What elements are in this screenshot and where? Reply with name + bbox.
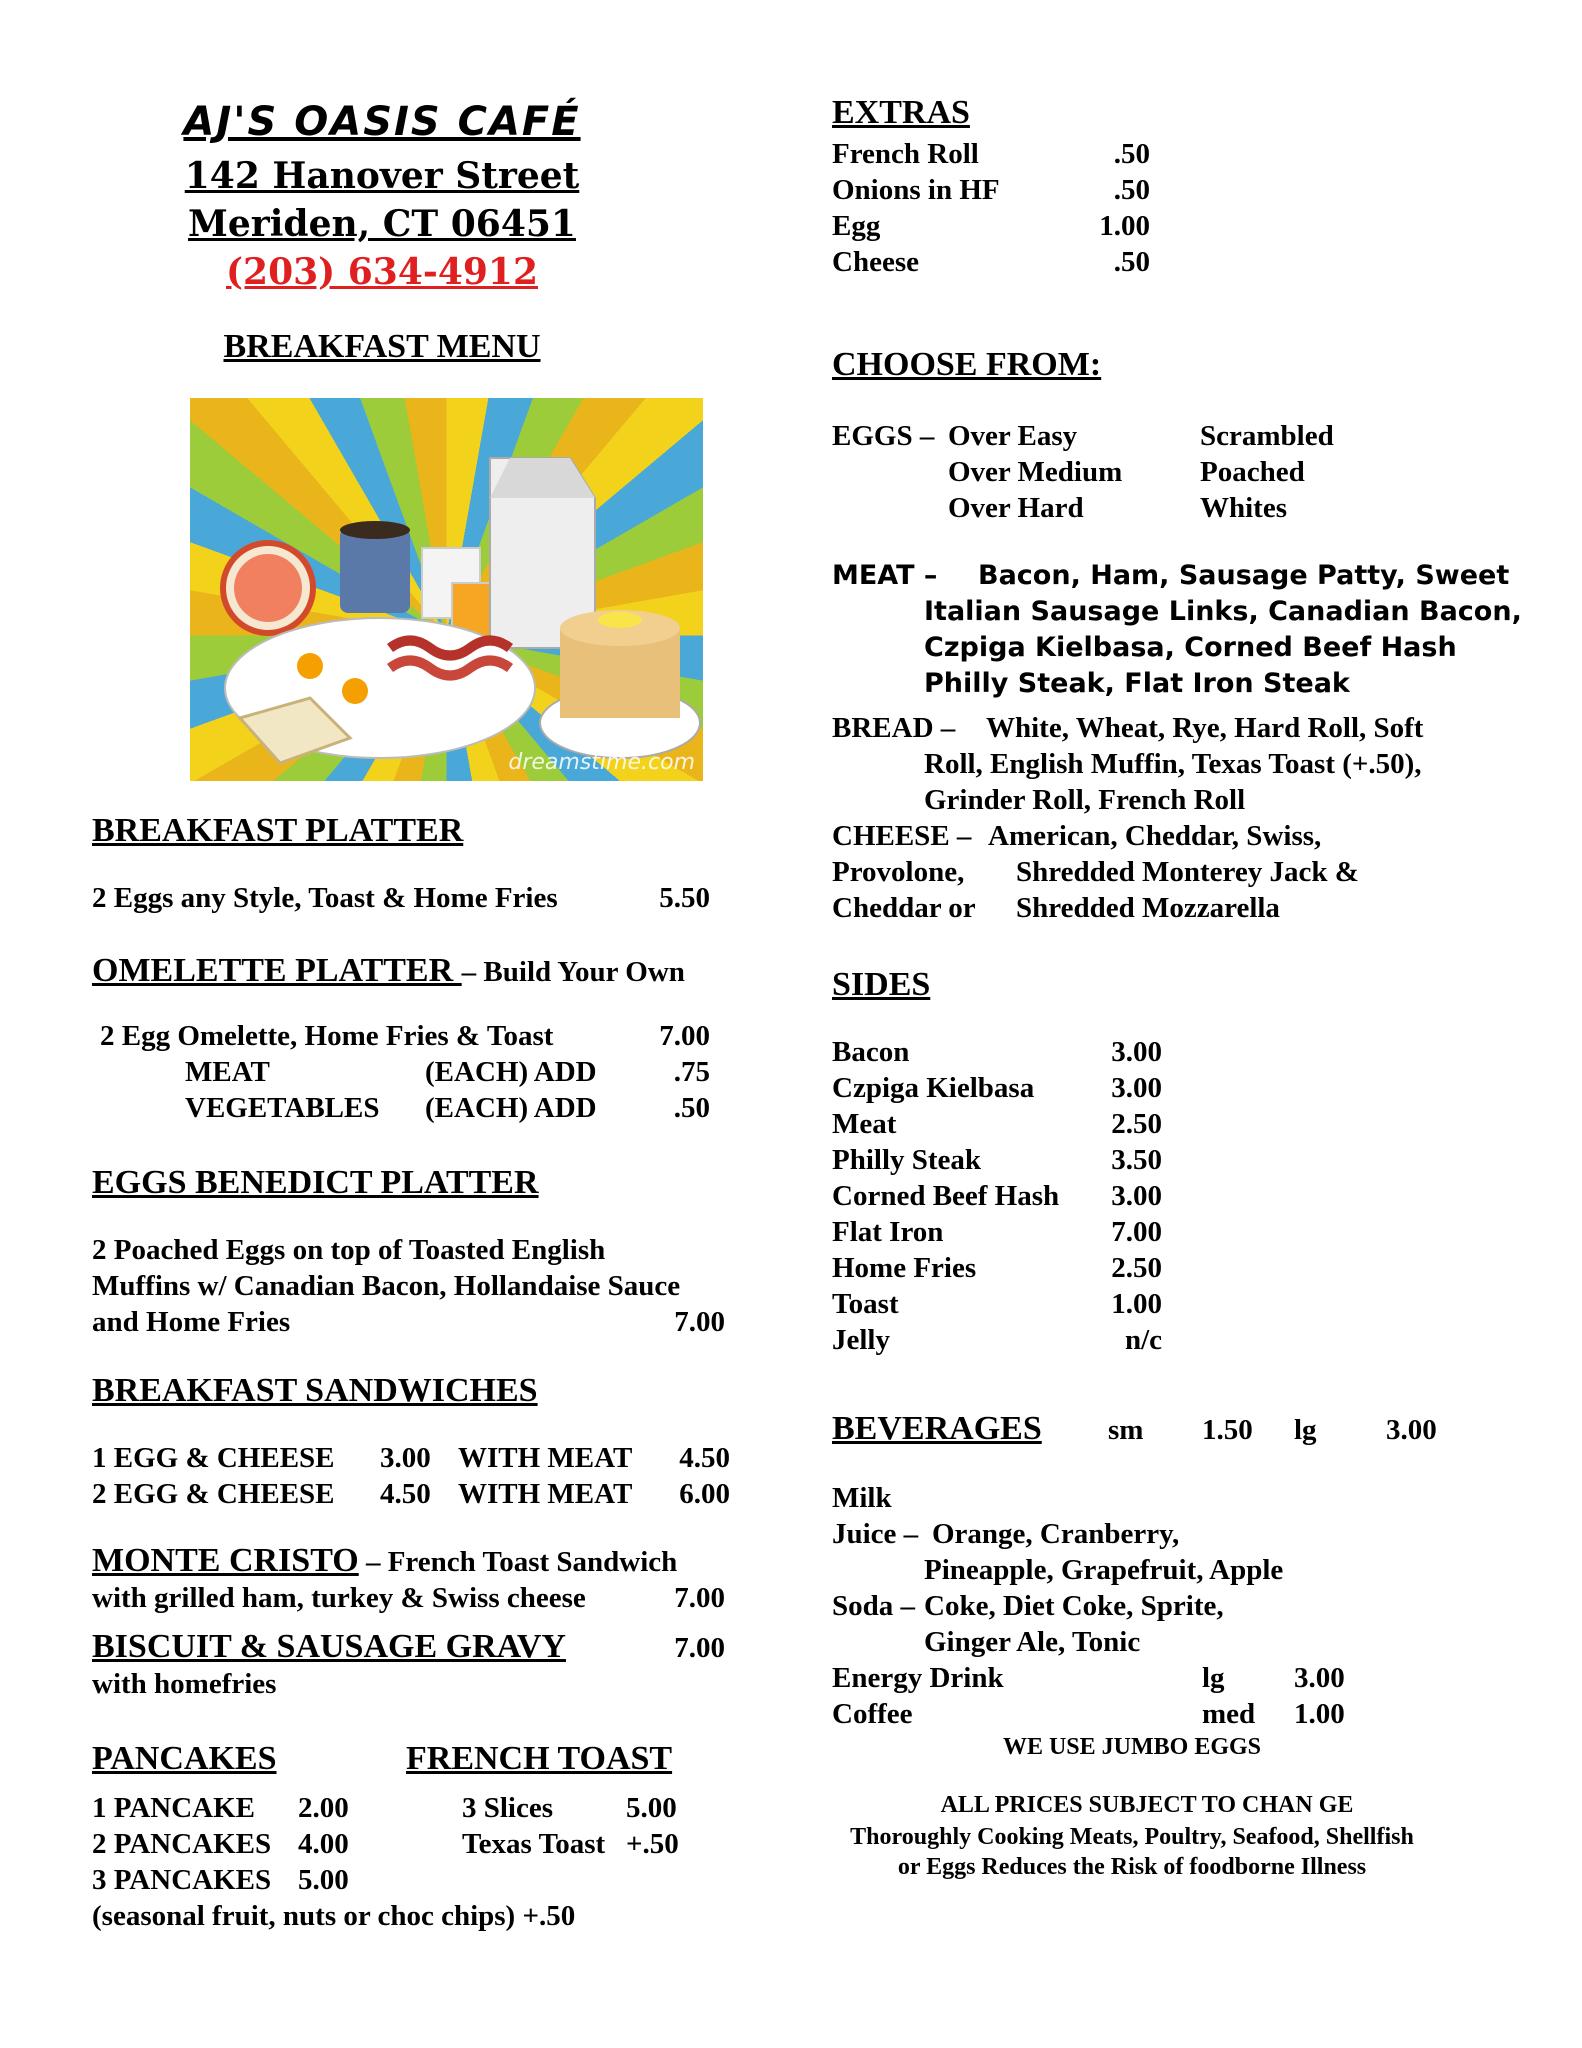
pancake-1-price: 2.00 — [298, 1792, 349, 1824]
french-toast-title: FRENCH TOAST — [406, 1740, 673, 1777]
eggs-benedict-line-2: Muffins w/ Canadian Bacon, Hollandaise Sauce — [92, 1270, 681, 1302]
header — [92, 98, 752, 366]
eggs-option-1: Over Easy — [948, 420, 1078, 452]
beverage-lg-label: lg — [1294, 1414, 1317, 1446]
omelette-platter-heading — [92, 952, 685, 990]
eggs-option-5: Poached — [1200, 456, 1305, 488]
monte-cristo-line: with grilled ham, turkey & Swiss cheese — [92, 1582, 586, 1614]
sandwich-1-meat-price: 4.50 — [679, 1442, 730, 1474]
sandwich-2-price: 4.50 — [380, 1478, 431, 1510]
french-toast-2-name: Texas Toast — [462, 1828, 606, 1860]
eggs-label: EGGS – — [832, 420, 935, 452]
eggs-benedict-line-3: and Home Fries — [92, 1306, 291, 1338]
juice-line-2: Pineapple, Grapefruit, Apple — [924, 1554, 1284, 1586]
side-item-price: 2.50 — [1111, 1108, 1162, 1140]
soda-line-1: Coke, Diet Coke, Sprite, — [924, 1590, 1224, 1622]
pancake-1-name: 1 PANCAKE — [92, 1792, 255, 1824]
cheese-row-1-a: Provolone, — [832, 856, 965, 888]
monte-cristo-price: 7.00 — [674, 1582, 725, 1614]
cheese-row-2-a: Cheddar or — [832, 892, 976, 924]
breakfast-platter-price: 5.50 — [659, 882, 710, 914]
omelette-platter-subtitle: – Build Your Own — [461, 956, 685, 988]
side-item-name: Meat — [832, 1108, 897, 1140]
meat-line-4: Philly Steak, Flat Iron Steak — [924, 668, 1350, 699]
monte-cristo-subtitle: – French Toast Sandwich — [358, 1546, 678, 1578]
side-item-price: 3.00 — [1111, 1036, 1162, 1068]
prices-note: ALL PRICES SUBJECT TO CHAN GE — [940, 1792, 1354, 1818]
sandwiches-title: BREAKFAST SANDWICHES — [92, 1372, 538, 1409]
biscuit-price: 7.00 — [674, 1632, 725, 1664]
side-item-name: Bacon — [832, 1036, 910, 1068]
omelette-addon-meat-price: .75 — [673, 1056, 710, 1088]
monte-cristo-heading — [92, 1542, 677, 1580]
breakfast-illustration — [190, 398, 703, 781]
food-warning-line-2: or Eggs Reduces the Risk of foodborne Illness — [897, 1854, 1367, 1880]
monte-cristo-title: MONTE CRISTO — [92, 1542, 359, 1579]
eggs-option-3: Over Hard — [948, 492, 1084, 524]
coffee-price: 1.00 — [1294, 1698, 1345, 1730]
omelette-addon-veg-price: .50 — [673, 1092, 710, 1124]
pancake-3-price: 5.00 — [298, 1864, 349, 1896]
side-item-name: Home Fries — [832, 1252, 977, 1284]
eggs-benedict-price: 7.00 — [674, 1306, 725, 1338]
extra-2-name: Onions in HF — [832, 174, 1000, 206]
breakfast-platter-item: 2 Eggs any Style, Toast & Home Fries — [92, 882, 558, 914]
jumbo-eggs-note: WE USE JUMBO EGGS — [1002, 1734, 1262, 1760]
meat-line-3: Czpiga Kielbasa, Corned Beef Hash — [924, 632, 1457, 663]
soda-label: Soda – — [832, 1590, 916, 1622]
sandwich-2-meat-price: 6.00 — [679, 1478, 730, 1510]
soda-line-2: Ginger Ale, Tonic — [924, 1626, 1141, 1658]
image-watermark: dreamstime.com — [508, 750, 695, 775]
cheese-row-1-b: Shredded Monterey Jack & — [1016, 856, 1359, 888]
breakfast-platter-title: BREAKFAST PLATTER — [92, 812, 464, 849]
eggs-option-4: Scrambled — [1200, 420, 1334, 452]
meat-label: MEAT – — [832, 560, 938, 591]
side-item-name: Toast — [832, 1288, 899, 1320]
bread-label: BREAD – — [832, 712, 956, 744]
pancake-2-price: 4.00 — [298, 1828, 349, 1860]
energy-drink-price: 3.00 — [1294, 1662, 1345, 1694]
omelette-addon-veg-each: (EACH) ADD — [425, 1092, 597, 1124]
energy-drink-name: Energy Drink — [832, 1662, 1004, 1694]
omelette-addon-meat: MEAT — [185, 1056, 270, 1088]
omelette-addon-veg: VEGETABLES — [185, 1092, 380, 1124]
phone-number: (203) 634-4912 — [225, 251, 539, 293]
sandwich-1-price: 3.00 — [380, 1442, 431, 1474]
pancakes-title: PANCAKES — [92, 1740, 277, 1777]
breakfast-food-icon — [190, 398, 703, 781]
side-item-name: Czpiga Kielbasa — [832, 1072, 1035, 1104]
food-warning-line-1: Thoroughly Cooking Meats, Poultry, Seafood, Shellfish — [850, 1824, 1414, 1850]
side-item-price: 2.50 — [1111, 1252, 1162, 1284]
energy-drink-size: lg — [1202, 1662, 1225, 1694]
city-address: Meriden, CT 06451 — [188, 203, 576, 245]
choose-from-title: CHOOSE FROM: — [832, 346, 1102, 383]
bread-line-1: White, Wheat, Rye, Hard Roll, Soft — [986, 712, 1424, 744]
sandwich-1-meat: WITH MEAT — [458, 1442, 633, 1474]
omelette-price: 7.00 — [659, 1020, 710, 1052]
bread-line-3: Grinder Roll, French Roll — [924, 784, 1246, 816]
cheese-row-2-b: Shredded Mozzarella — [1016, 892, 1280, 924]
omelette-item: 2 Egg Omelette, Home Fries & Toast — [100, 1020, 554, 1052]
french-toast-1-name: 3 Slices — [462, 1792, 554, 1824]
extra-3-name: Egg — [832, 210, 881, 242]
street-address: 142 Hanover Street — [184, 155, 580, 197]
french-toast-1-price: 5.00 — [626, 1792, 677, 1824]
beverage-lg-price: 3.00 — [1386, 1414, 1437, 1446]
extra-1-name: French Roll — [832, 138, 979, 170]
side-item-price: 3.50 — [1111, 1144, 1162, 1176]
eggs-benedict-title: EGGS BENEDICT PLATTER — [92, 1164, 539, 1201]
sandwich-2-name: 2 EGG & CHEESE — [92, 1478, 335, 1510]
pancakes-note: (seasonal fruit, nuts or choc chips) +.50 — [92, 1900, 576, 1932]
juice-label: Juice – — [832, 1518, 919, 1550]
pancake-2-name: 2 PANCAKES — [92, 1828, 272, 1860]
beverage-sm-label: sm — [1108, 1414, 1144, 1446]
omelette-platter-title: OMELETTE PLATTER — [92, 952, 462, 989]
eggs-benedict-line-1: 2 Poached Eggs on top of Toasted English — [92, 1234, 606, 1266]
coffee-size: med — [1202, 1698, 1256, 1730]
cheese-label: CHEESE – — [832, 820, 972, 852]
eggs-option-6: Whites — [1200, 492, 1287, 524]
sides-title: SIDES — [832, 966, 931, 1003]
french-toast-2-price: +.50 — [626, 1828, 679, 1860]
extra-4-name: Cheese — [832, 246, 919, 278]
extra-4-price: .50 — [1113, 246, 1150, 278]
extra-2-price: .50 — [1113, 174, 1150, 206]
cafe-name: AJ'S OASIS CAFÉ — [183, 99, 581, 145]
biscuit-title: BISCUIT & SAUSAGE GRAVY — [92, 1628, 566, 1665]
eggs-option-2: Over Medium — [948, 456, 1123, 488]
juice-line-1: Orange, Cranberry, — [932, 1518, 1180, 1550]
omelette-addon-meat-each: (EACH) ADD — [425, 1056, 597, 1088]
beverage-sm-price: 1.50 — [1202, 1414, 1253, 1446]
side-item-price: 7.00 — [1111, 1216, 1162, 1248]
extra-1-price: .50 — [1113, 138, 1150, 170]
sandwich-2-meat: WITH MEAT — [458, 1478, 633, 1510]
pancake-3-name: 3 PANCAKES — [92, 1864, 272, 1896]
meat-line-2: Italian Sausage Links, Canadian Bacon, — [924, 596, 1522, 627]
side-item-price: 1.00 — [1111, 1288, 1162, 1320]
side-item-price: 3.00 — [1111, 1072, 1162, 1104]
biscuit-line: with homefries — [92, 1668, 277, 1700]
extra-3-price: 1.00 — [1099, 210, 1150, 242]
beverage-milk: Milk — [832, 1482, 892, 1514]
side-item-name: Flat Iron — [832, 1216, 944, 1248]
coffee-name: Coffee — [832, 1698, 913, 1730]
side-item-name: Corned Beef Hash — [832, 1180, 1060, 1212]
sandwich-1-name: 1 EGG & CHEESE — [92, 1442, 335, 1474]
side-item-name: Jelly — [832, 1324, 890, 1356]
bread-line-2: Roll, English Muffin, Texas Toast (+.50), — [924, 748, 1422, 780]
menu-title: BREAKFAST MENU — [223, 328, 541, 365]
extras-title: EXTRAS — [832, 94, 970, 131]
meat-line-1: Bacon, Ham, Sausage Patty, Sweet — [978, 560, 1510, 591]
beverages-title: BEVERAGES — [832, 1410, 1042, 1447]
side-item-price: n/c — [1124, 1324, 1162, 1356]
side-item-name: Philly Steak — [832, 1144, 982, 1176]
cheese-line-1: American, Cheddar, Swiss, — [988, 820, 1322, 852]
side-item-price: 3.00 — [1111, 1180, 1162, 1212]
